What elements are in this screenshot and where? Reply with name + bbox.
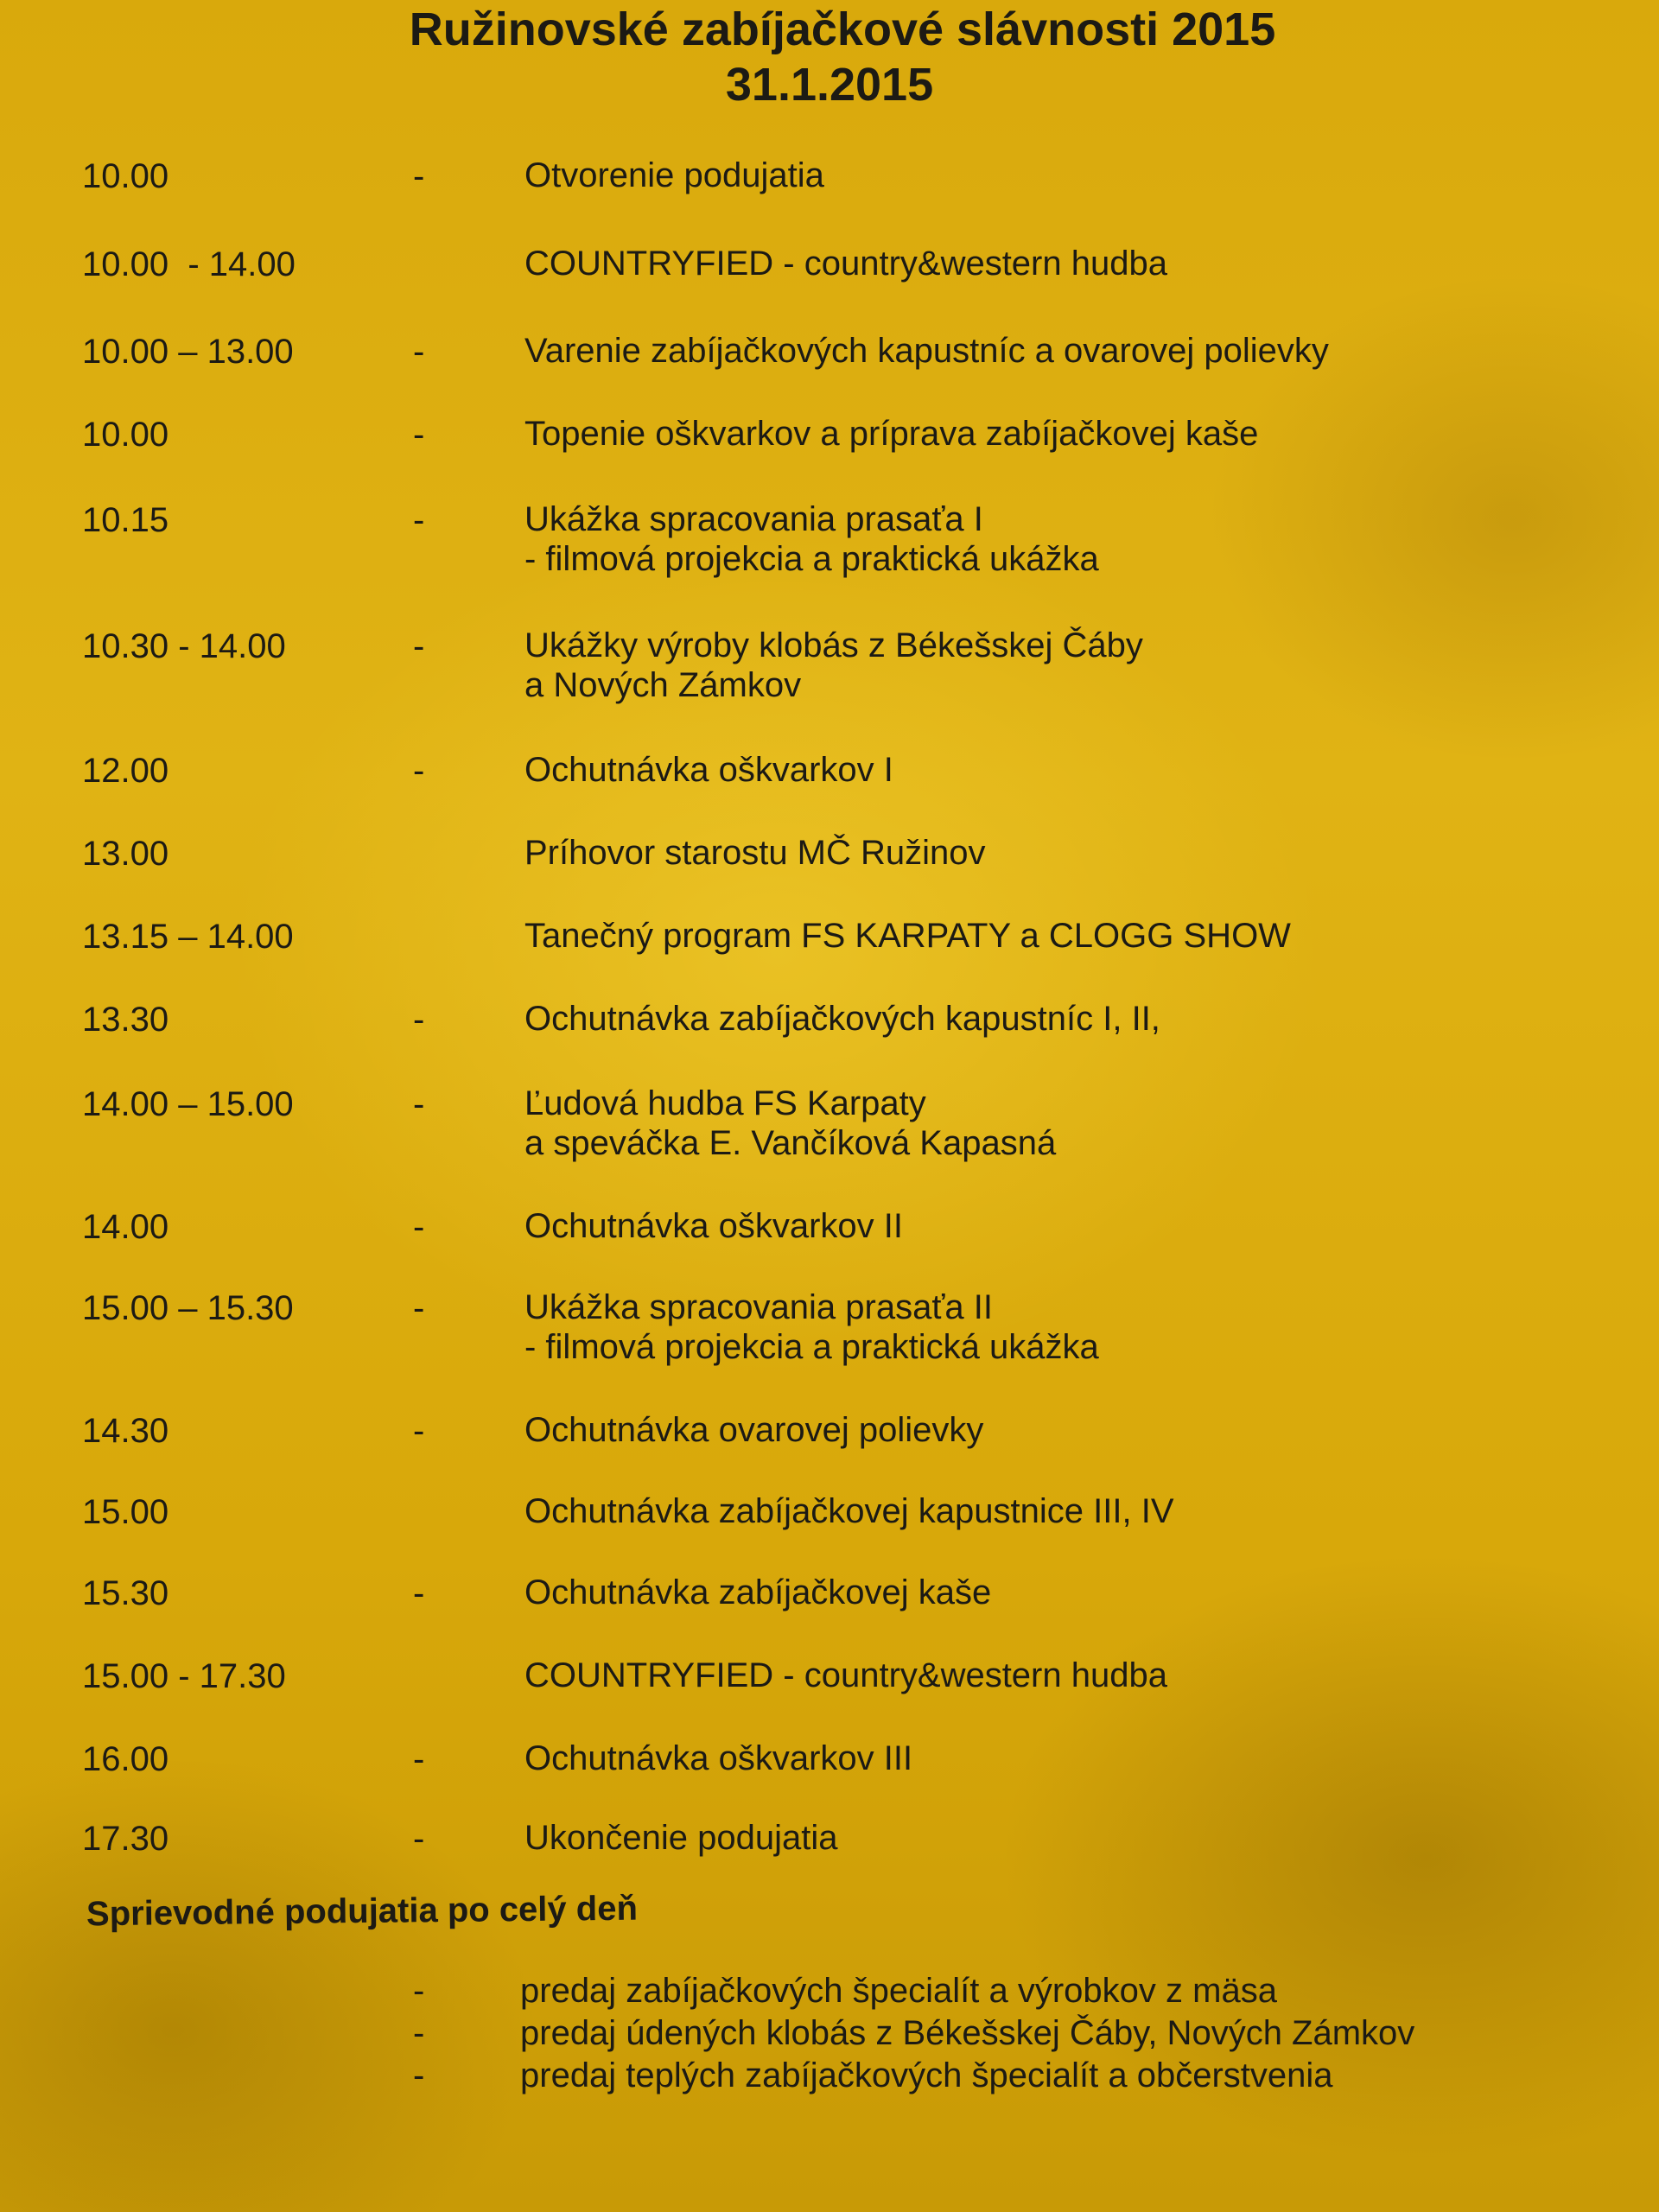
- schedule-dash: -: [413, 1289, 425, 1327]
- schedule-description: [524, 626, 1143, 705]
- schedule-description-line: Ukážka spracovania prasaťa I: [524, 500, 983, 538]
- side-event-item: [0, 1970, 1659, 2012]
- schedule-row: [0, 1491, 1659, 1578]
- schedule-description-line: a Nových Zámkov: [524, 666, 802, 704]
- schedule-description: [524, 1738, 912, 1778]
- schedule-description-line: - filmová projekcia a praktická ukážka: [524, 1328, 1099, 1366]
- schedule-description-line: Príhovor starostu MČ Ružinov: [524, 834, 986, 872]
- schedule-row: [0, 833, 1659, 919]
- schedule-row: [0, 331, 1659, 417]
- schedule-description-line: Topenie oškvarkov a príprava zabíjačkovej kaše: [524, 415, 1259, 453]
- schedule-description: [524, 499, 1099, 579]
- schedule-description: [524, 999, 1160, 1039]
- schedule-time: 15.00 - 17.30: [82, 1657, 286, 1695]
- schedule-description-line: Tanečný program FS KARPATY a CLOGG SHOW: [524, 917, 1291, 955]
- schedule-dash: -: [413, 1208, 425, 1246]
- schedule-time: 16.00: [82, 1740, 169, 1778]
- schedule-time: 10.00 – 13.00: [82, 333, 294, 371]
- schedule-dash: -: [413, 1085, 425, 1123]
- schedule-description-line: Ochutnávka oškvarkov III: [524, 1739, 913, 1777]
- schedule-time: 14.00 – 15.00: [82, 1085, 294, 1123]
- schedule-time: 17.30: [82, 1820, 169, 1858]
- schedule-row: [0, 1656, 1659, 1742]
- schedule-description: [524, 1656, 1167, 1695]
- schedule-description: [524, 1410, 983, 1450]
- schedule-description-line: Ochutnávka zabíjačkovej kaše: [524, 1573, 992, 1611]
- side-event-item: [0, 2012, 1659, 2055]
- schedule-time: 14.30: [82, 1412, 169, 1450]
- schedule-time: 13.15 – 14.00: [82, 918, 294, 956]
- schedule-dash: -: [413, 416, 425, 454]
- bullet-dash: -: [413, 2056, 425, 2094]
- schedule-description: [524, 750, 893, 790]
- schedule-description: [524, 1206, 903, 1246]
- schedule-row: [0, 1410, 1659, 1497]
- schedule-time: 10.00 - 14.00: [82, 245, 296, 283]
- schedule-dash: -: [413, 1001, 425, 1039]
- schedule-description-line: Ochutnávka ovarovej polievky: [524, 1411, 984, 1449]
- schedule-dash: -: [413, 1740, 425, 1778]
- schedule-dash: -: [413, 1574, 425, 1612]
- schedule-time: 10.00: [82, 416, 169, 454]
- schedule-time: 15.00 – 15.30: [82, 1289, 294, 1327]
- schedule-row: [0, 1084, 1659, 1170]
- bullet-dash: -: [413, 2014, 425, 2052]
- schedule-time: 15.30: [82, 1574, 169, 1612]
- side-event-text: predaj údených klobás z Békešskej Čáby, Nových Zámkov: [520, 2014, 1415, 2052]
- schedule-description-line: Ukážky výroby klobás z Békešskej Čáby: [524, 626, 1143, 664]
- schedule-time: 12.00: [82, 752, 169, 790]
- schedule-row: [0, 414, 1659, 500]
- schedule-description-line: Ochutnávka zabíjačkovej kapustnice III, IV: [524, 1492, 1174, 1530]
- schedule-dash: -: [413, 157, 425, 195]
- schedule-description: [524, 1084, 1056, 1163]
- schedule-description-line: COUNTRYFIED - country&western hudba: [524, 1656, 1167, 1694]
- schedule-description-line: Ľudová hudba FS Karpaty: [524, 1084, 926, 1122]
- schedule-time: 10.15: [82, 501, 169, 539]
- schedule-row: [0, 626, 1659, 712]
- schedule-description: [524, 1287, 1099, 1367]
- schedule-description-line: Otvorenie podujatia: [524, 156, 824, 194]
- schedule-row: [0, 750, 1659, 836]
- schedule-description-line: Ukážka spracovania prasaťa II: [524, 1288, 993, 1326]
- schedule-row: [0, 499, 1659, 586]
- schedule-description: [524, 414, 1258, 454]
- schedule-row: [0, 1287, 1659, 1374]
- schedule-description-line: Varenie zabíjačkových kapustníc a ovarovej polievky: [524, 332, 1329, 370]
- schedule-row: [0, 916, 1659, 1002]
- schedule-description: [524, 916, 1291, 956]
- schedule-description: [524, 156, 824, 195]
- schedule-description: [524, 1491, 1174, 1531]
- schedule-description-line: Ochutnávka zabíjačkových kapustníc I, II,: [524, 1000, 1160, 1038]
- schedule-row: [0, 156, 1659, 242]
- schedule-description-line: Ochutnávka oškvarkov I: [524, 751, 893, 789]
- event-date: 31.1.2015: [725, 59, 934, 111]
- schedule-dash: -: [413, 333, 425, 371]
- schedule-description: [524, 331, 1329, 371]
- schedule-row: [0, 999, 1659, 1085]
- side-event-text: predaj teplých zabíjačkových špecialít a občerstvenia: [520, 2056, 1333, 2094]
- schedule-row: [0, 1573, 1659, 1659]
- schedule-description-line: Ukončenie podujatia: [524, 1819, 838, 1857]
- schedule-time: 10.00: [82, 157, 169, 195]
- schedule-dash: -: [413, 1412, 425, 1450]
- side-events-heading: Sprievodné podujatia po celý deň: [86, 1889, 639, 1934]
- schedule-time: 13.30: [82, 1001, 169, 1039]
- schedule-description-line: COUNTRYFIED - country&western hudba: [524, 245, 1167, 283]
- event-title: Ružinovské zabíjačkové slávnosti 2015: [409, 3, 1276, 55]
- schedule-time: 10.30 - 14.00: [82, 627, 286, 665]
- schedule-description-line: Ochutnávka oškvarkov II: [524, 1207, 903, 1245]
- bullet-dash: -: [413, 1972, 425, 2010]
- schedule-time: 13.00: [82, 835, 169, 873]
- schedule-description: [524, 1573, 991, 1612]
- schedule-dash: -: [413, 752, 425, 790]
- side-event-item: [0, 2055, 1659, 2097]
- schedule-description: [524, 1818, 837, 1858]
- schedule-description: [524, 244, 1167, 283]
- schedule-dash: -: [413, 1820, 425, 1858]
- schedule-description-line: - filmová projekcia a praktická ukážka: [524, 540, 1099, 578]
- schedule-row: [0, 1738, 1659, 1825]
- schedule-description: [524, 833, 986, 873]
- schedule-time: 15.00: [82, 1493, 169, 1531]
- schedule-row: [0, 244, 1659, 330]
- schedule-description-line: a speváčka E. Vančíková Kapasná: [524, 1124, 1057, 1162]
- schedule-time: 14.00: [82, 1208, 169, 1246]
- side-events-list: [0, 1970, 1659, 2097]
- side-event-text: predaj zabíjačkových špecialít a výrobkov z mäsa: [520, 1972, 1277, 2010]
- schedule-dash: -: [413, 501, 425, 539]
- schedule-row: [0, 1206, 1659, 1293]
- schedule-dash: -: [413, 627, 425, 665]
